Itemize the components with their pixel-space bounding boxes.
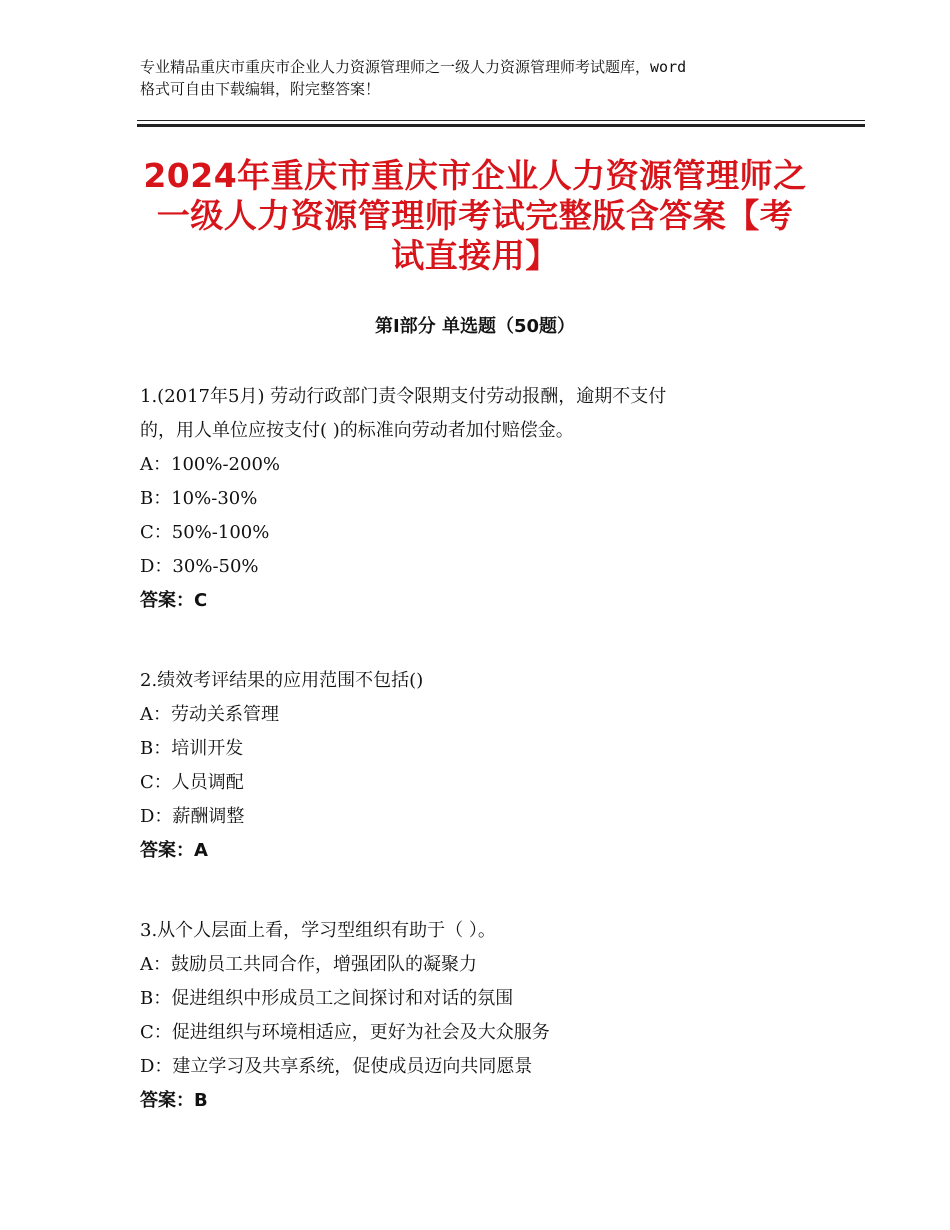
answer: 答案：B (140, 1090, 208, 1111)
question-text (140, 380, 820, 448)
header-divider-thick (137, 124, 865, 127)
question-1 (140, 380, 820, 618)
option-d: D：30%-50% (140, 556, 259, 577)
option-d: D：建立学习及共享系统，促使成员迈向共同愿景 (140, 1056, 533, 1077)
question-text-line: 1.(2017年5月) 劳动行政部门责令限期支付劳动报酬，逾期不支付 (140, 386, 667, 407)
option-b: B：10%-30% (140, 488, 258, 509)
header-note-line-2: 格式可自由下载编辑，附完整答案！ (140, 80, 381, 98)
header-note (140, 56, 830, 100)
header-note-line-1: 专业精品重庆市重庆市企业人力资源管理师之一级人力资源管理师考试题库，word (140, 58, 687, 76)
question-text (140, 664, 820, 698)
question-list (140, 380, 820, 1164)
header-divider-thin (137, 120, 865, 121)
answer: 答案：C (140, 590, 208, 611)
question-text-line: 的，用人单位应按支付( )的标准向劳动者加付赔偿金。 (140, 420, 574, 441)
answer: 答案：A (140, 840, 208, 861)
section-title: 第Ⅰ部分 单选题（50题） (374, 316, 575, 337)
option-b: B：培训开发 (140, 738, 244, 759)
question-text-line: 2.绩效考评结果的应用范围不包括() (140, 670, 424, 691)
option-c: C：人员调配 (140, 772, 244, 793)
option-c: C：50%-100% (140, 522, 270, 543)
document-title-line-3: 试直接用】 (391, 236, 559, 275)
question-3 (140, 914, 820, 1118)
question-text-line: 3.从个人层面上看，学习型组织有助于（ ）。 (140, 920, 496, 941)
option-a: A：100%-200% (140, 454, 281, 475)
option-a: A：劳动关系管理 (140, 704, 279, 725)
question-text (140, 914, 820, 948)
document-title-line-2: 一级人力资源管理师考试完整版含答案【考 (156, 196, 794, 235)
option-b: B：促进组织中形成员工之间探讨和对话的氛围 (140, 988, 514, 1009)
document-title (130, 156, 820, 276)
question-2 (140, 664, 820, 868)
option-a: A：鼓励员工共同合作，增强团队的凝聚力 (140, 954, 477, 975)
document-title-line-1: 2024年重庆市重庆市企业人力资源管理师之 (143, 156, 807, 195)
option-d: D：薪酬调整 (140, 806, 245, 827)
option-c: C：促进组织与环境相适应，更好为社会及大众服务 (140, 1022, 550, 1043)
